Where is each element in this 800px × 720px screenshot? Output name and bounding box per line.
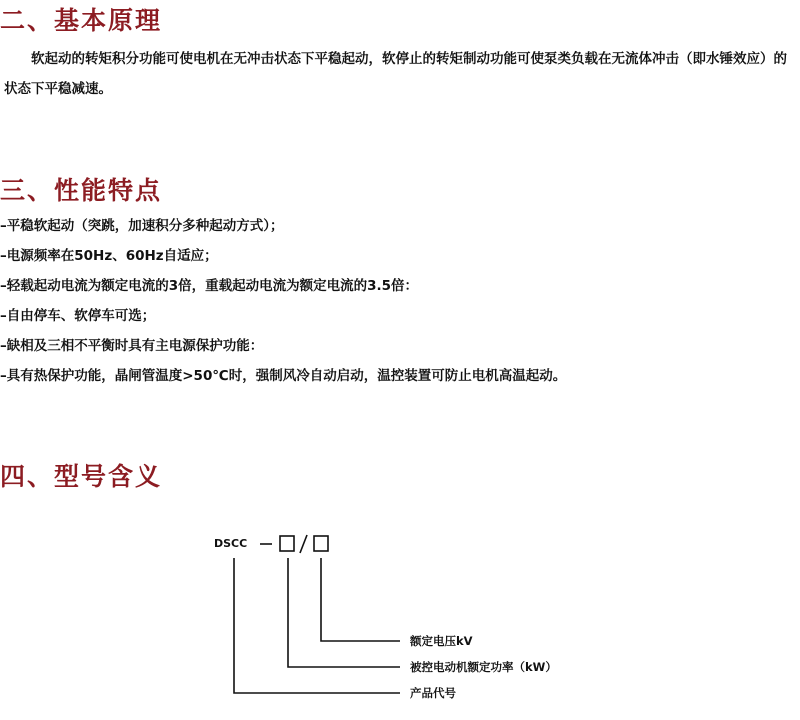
section2-heading: 二、基本原理 xyxy=(0,6,163,35)
voltage-placeholder-box xyxy=(314,536,328,551)
model-slash xyxy=(300,535,307,553)
feature-item-5: –缺相及三相不平衡时具有主电源保护功能： xyxy=(0,338,264,354)
rated-voltage-label: 额定电压kV xyxy=(410,634,473,648)
section3-heading: 三、性能特点 xyxy=(0,176,163,205)
section2-paragraph: 软起动的转矩积分功能可使电机在无冲击状态下平稳起动，软停止的转矩制动功能可使泵类负载在无流体冲击（即水锤效应）的状态下平稳减速。 xyxy=(4,51,787,97)
voltage-leader-line xyxy=(321,558,400,641)
feature-item-3: –轻载起动电流为额定电流的3倍，重载起动电流为额定电流的3.5倍： xyxy=(0,278,419,294)
feature-item-4: –自由停车、软停车可选； xyxy=(0,308,156,324)
feature-list xyxy=(0,211,790,391)
product-code-leader-line xyxy=(234,558,400,693)
feature-item-1: –平稳软起动（突跳，加速积分多种起动方式）； xyxy=(0,218,284,234)
model-number-diagram xyxy=(0,520,800,720)
model-prefix: DSCC xyxy=(214,537,248,550)
rated-power-label: 被控电动机额定功率（kW） xyxy=(410,660,557,674)
product-code-label: 产品代号 xyxy=(410,686,456,700)
model-diagram-lines xyxy=(0,520,800,720)
feature-item-6: –具有热保护功能，晶闸管温度>50℃时，强制风冷自动启动，温控装置可防止电机高温起动。 xyxy=(0,368,567,384)
section4-heading: 四、型号含义 xyxy=(0,462,163,491)
power-leader-line xyxy=(288,558,400,667)
feature-item-2: –电源频率在50Hz、60Hz自适应； xyxy=(0,248,218,264)
power-placeholder-box xyxy=(280,536,294,551)
